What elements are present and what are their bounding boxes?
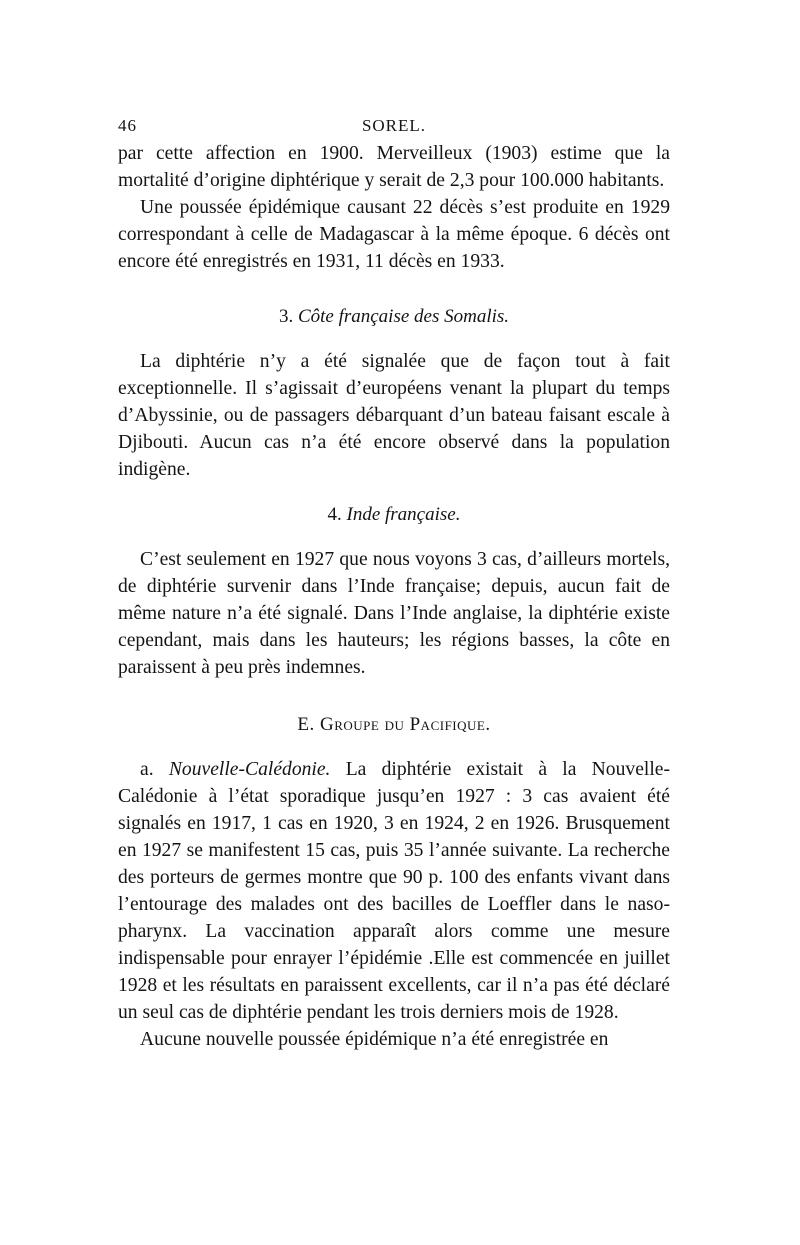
page-number: 46: [118, 116, 137, 135]
section-title: Groupe du Pacifique.: [320, 714, 491, 735]
section-title: Inde française.: [346, 504, 461, 525]
section-number: 3.: [278, 306, 294, 327]
section-heading-inde: [118, 501, 670, 528]
item-letter: a.: [140, 759, 154, 780]
section-letter: E.: [297, 714, 315, 735]
paragraph: Une poussée épidémique causant 22 décès s’est produite en 1929 correspondant à celle de Madagascar à la même époque. 6 décès ont encore été enregistrés en 1931, 11 décès en 1933.: [118, 197, 670, 272]
paragraph-nouvelle-caledonie: [118, 756, 670, 1026]
section-title: Côte française des Somalis.: [297, 306, 510, 327]
paragraph: par cette affection en 1900. Merveilleux (1903) estime que la mortalité d’origine diphtérique y serait de 2,3 pour 100.000 habitants.: [118, 143, 670, 191]
book-page: [118, 112, 670, 1053]
section-number: 4.: [327, 504, 342, 525]
paragraph: Aucune nouvelle poussée épidémique n’a été enregistrée en: [140, 1029, 609, 1050]
running-title: SOREL.: [361, 116, 427, 135]
page-header: [118, 112, 670, 140]
paragraph: C’est seulement en 1927 que nous voyons 3 cas, d’ailleurs mortels, de diphtérie survenir dans l’Inde française; depuis, aucun fait de même nature n’a été signalé. Dans l’Inde anglaise, la diphtérie existe cependant, mais dans les hauteurs; les régions basses, la côte en paraissent à peu près indemnes.: [118, 549, 670, 678]
subsection-title: Nouvelle-Calédonie.: [168, 759, 331, 780]
section-heading-somalis: [118, 303, 670, 330]
section-heading-pacifique: [118, 711, 670, 738]
paragraph-body: La diphtérie existait à la Nouvelle-Calédonie à l’état sporadique jusqu’en 1927 : 3 cas avaient été signalés en 1917, 1 cas en 1920, 3 en 1924, 2 en 1926. Brusquement en 1927 se manifestent 15 cas, puis 35 l’année suivante. La recherche des porteurs de germes montre que 90 p. 100 des enfants vivant dans l’entourage des malades ont des bacilles de Loeffler dans le naso-pharynx. La vaccination apparaît alors comme une mesure indispensable pour enrayer l’épidémie .Elle est commencée en juillet 1928 et les résultats en paraissent excellents, car il n’a pas été déclaré un seul cas de diphtérie pendant les trois derniers mois de 1928.: [118, 759, 670, 1023]
paragraph: La diphtérie n’y a été signalée que de façon tout à fait exceptionnelle. Il s’agissait d’européens venant la plupart du temps d’Abyssinie, ou de passagers débarquant d’un bateau faisant escale à Djibouti. Aucun cas n’a été encore observé dans la population indigène.: [118, 351, 670, 480]
